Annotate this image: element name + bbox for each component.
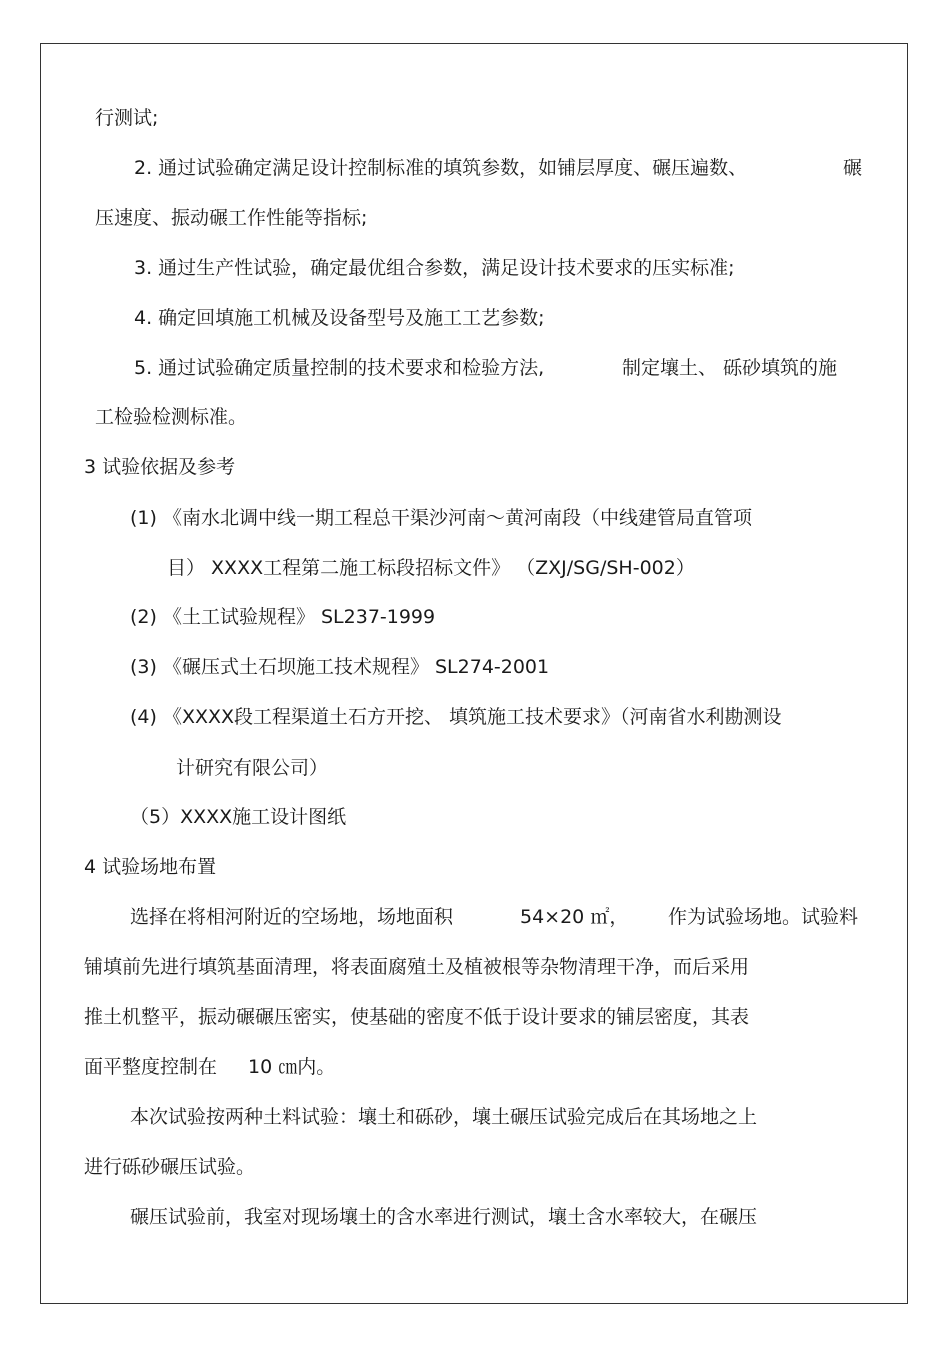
site-area-value: 54×20 ㎡， xyxy=(520,906,629,928)
paragraph-text: 进行砾砂碾压试验。 xyxy=(84,1156,256,1178)
section-heading-3: 3 试验依据及参考 xyxy=(84,456,236,478)
objective-2-text: 2. 通过试验确定满足设计控制标准的填筑参数，如铺层厚度、碾压遍数、 xyxy=(134,157,748,179)
text-line: 行测试; xyxy=(95,107,159,129)
paragraph-text: 选择在将相河附近的空场地，场地面积 xyxy=(130,906,454,928)
paragraph-text: 面平整度控制在 xyxy=(84,1056,218,1078)
reference-4-cont: 计研究有限公司） xyxy=(176,757,329,779)
paragraph-text: 推土机整平，振动碾碾压密实，使基础的密度不低于设计要求的铺层密度，其表 xyxy=(84,1006,750,1028)
reference-4: (4) 《XXXX段工程渠道土石方开挖、 填筑施工技术要求》（河南省水利勘测设 xyxy=(130,706,782,728)
objective-5-text-cont: 制定壤土、 砾砂填筑的施 xyxy=(622,357,838,379)
reference-3: (3) 《碾压式土石坝施工技术规程》 SL274-2001 xyxy=(130,656,550,678)
paragraph-text: 碾压试验前，我室对现场壤土的含水率进行测试，壤土含水率较大，在碾压 xyxy=(130,1206,758,1228)
paragraph-text: 铺填前先进行填筑基面清理，将表面腐殖土及植被根等杂物清理干净，而后采用 xyxy=(84,956,750,978)
text-line: 压速度、振动碾工作性能等指标; xyxy=(95,207,368,229)
objective-5-text: 5. 通过试验确定质量控制的技术要求和检验方法, xyxy=(134,357,545,379)
objective-4-text: 4. 确定回填施工机械及设备型号及施工工艺参数; xyxy=(134,307,545,329)
paragraph-text: 本次试验按两种土料试验：壤土和砾砂，壤土碾压试验完成后在其场地之上 xyxy=(130,1106,758,1128)
objective-2-text-end: 碾 xyxy=(843,157,863,179)
section-heading-4: 4 试验场地布置 xyxy=(84,856,217,878)
flatness-value: 10 ㎝内。 xyxy=(248,1056,336,1078)
reference-5: （5）XXXX施工设计图纸 xyxy=(130,806,347,828)
paragraph-text: 作为试验场地。试验料 xyxy=(668,906,859,928)
objective-3-text: 3. 通过生产性试验，确定最优组合参数，满足设计技术要求的压实标准; xyxy=(134,257,735,279)
reference-2: (2) 《土工试验规程》 SL237-1999 xyxy=(130,606,436,628)
reference-1-cont: 目） XXXX工程第二施工标段招标文件》 （ZXJ/SG/SH-002） xyxy=(167,557,695,579)
text-line: 工检验检测标准。 xyxy=(95,406,248,428)
reference-1: (1) 《南水北调中线一期工程总干渠沙河南～黄河南段（中线建管局直管项 xyxy=(130,507,752,529)
